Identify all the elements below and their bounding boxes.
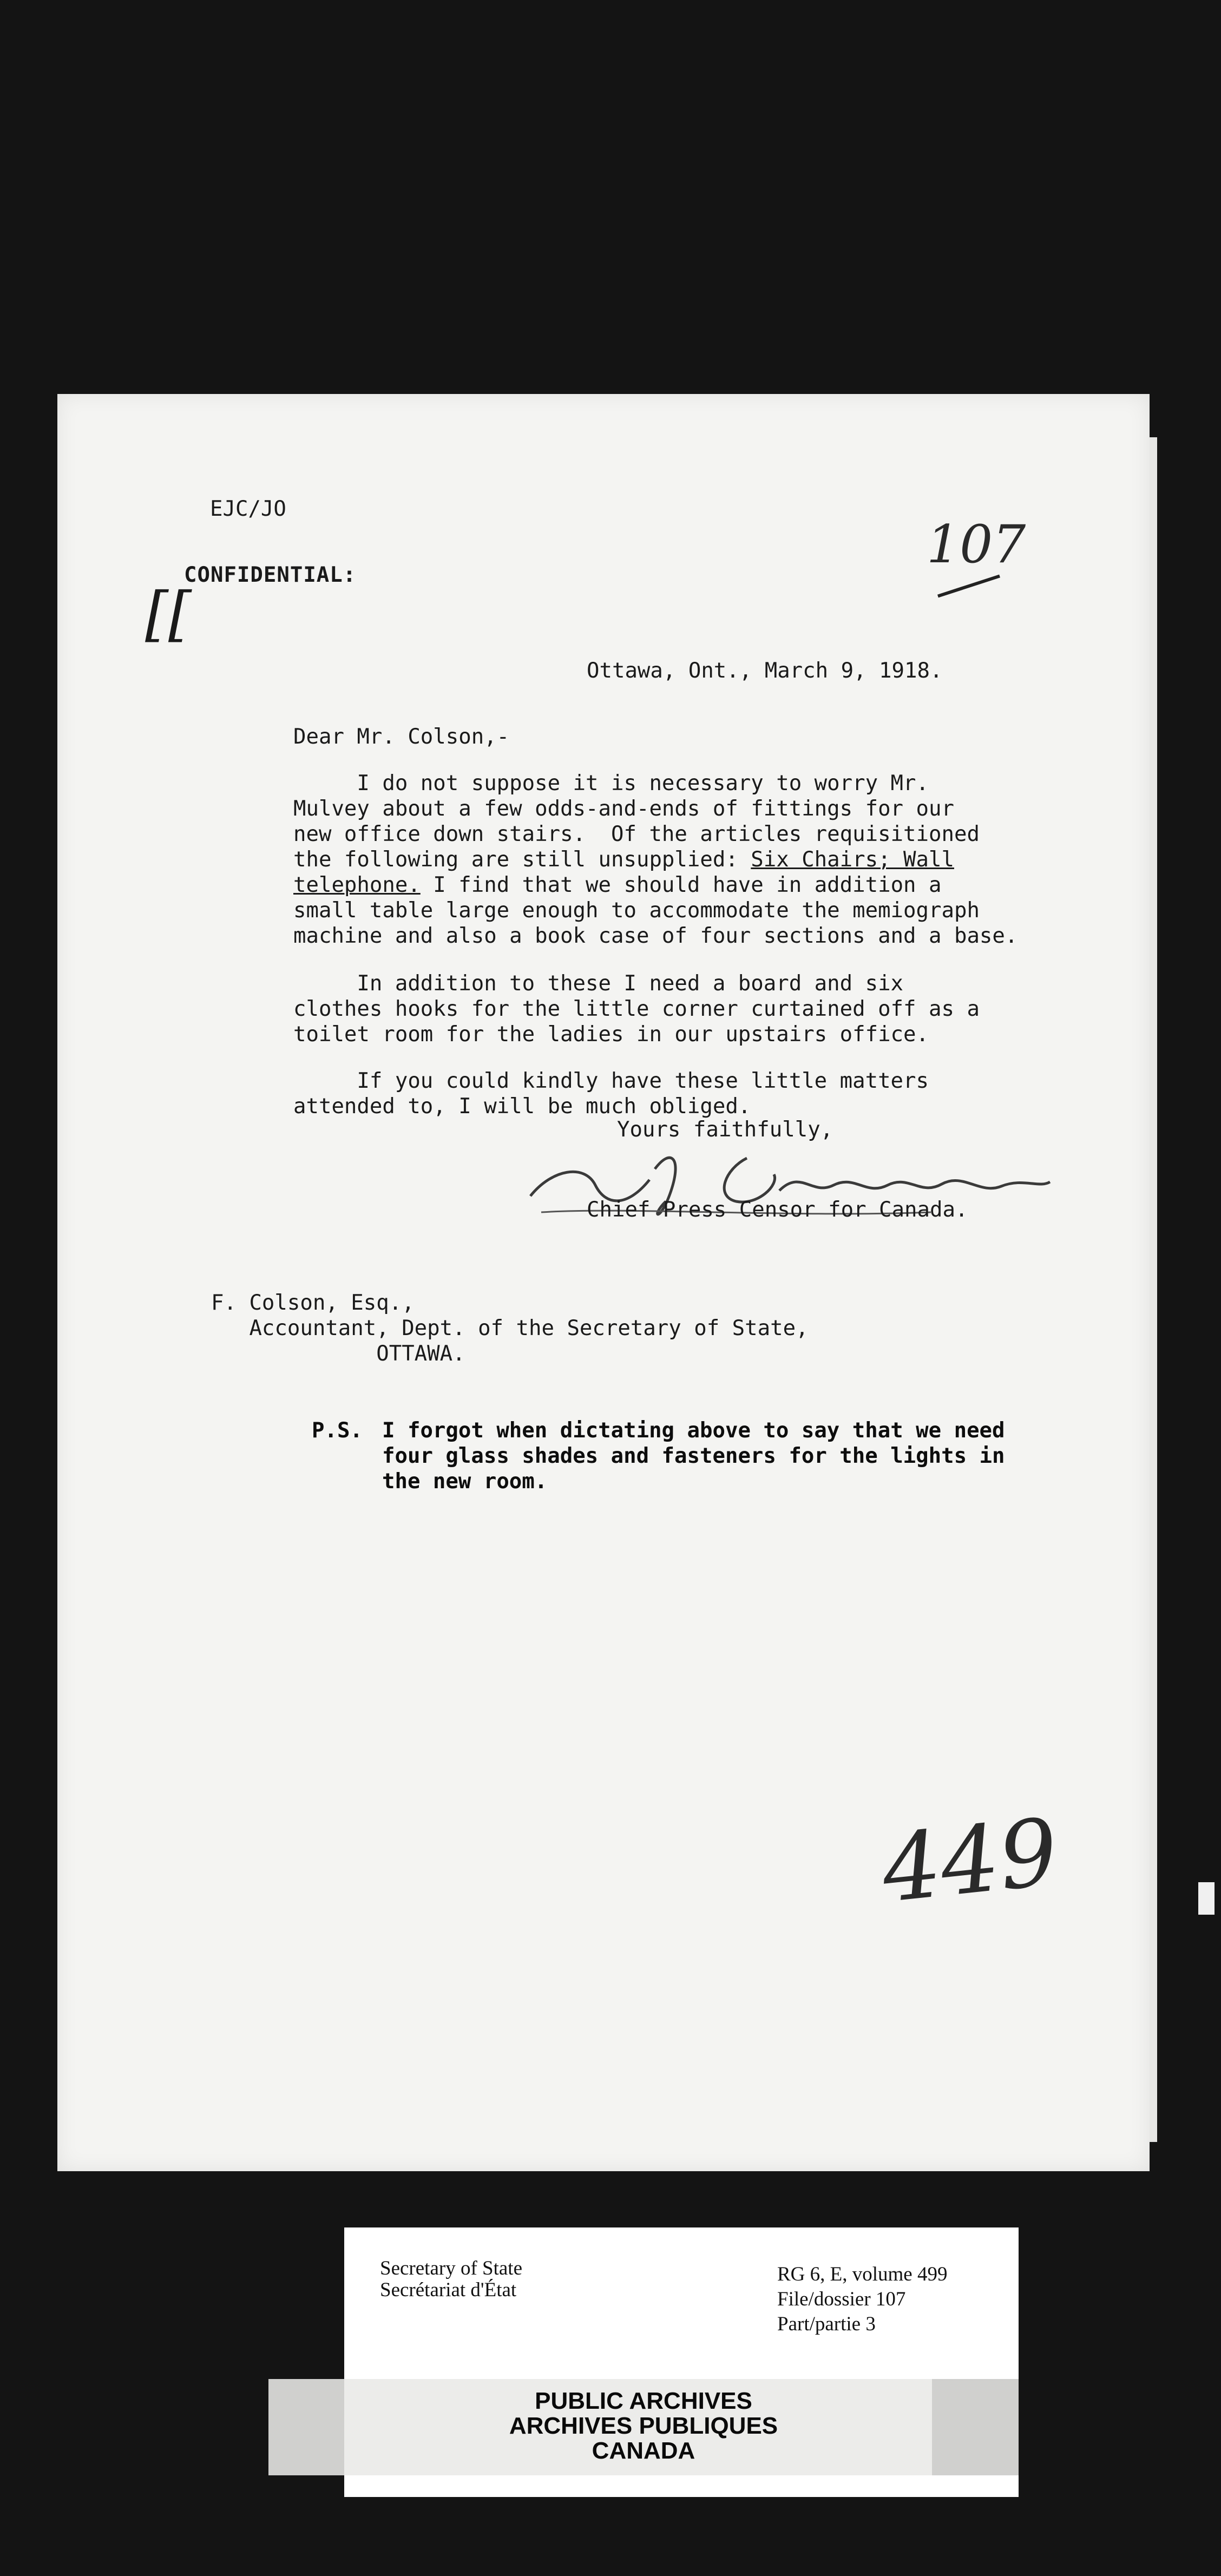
file-reference	[777, 2262, 947, 2337]
page-edge	[1150, 437, 1157, 2142]
archive-line-english: PUBLIC ARCHIVES	[535, 2388, 752, 2414]
file-number: File/dossier 107	[777, 2288, 906, 2310]
record-group: RG 6, E, volume 499	[777, 2263, 948, 2285]
salutation: Dear Mr. Colson,-	[293, 725, 510, 749]
paragraph-line: machine and also a book case of four sections and a base.	[293, 924, 1018, 948]
part-number: Part/partie 3	[777, 2313, 876, 2335]
handwritten-bracket-mark: [[	[145, 579, 192, 648]
underlined-items: Six Chairs; Wall	[751, 847, 954, 872]
paragraph-line-text: the following are still unsupplied:	[293, 847, 751, 872]
reference-code: EJC/JO	[210, 497, 286, 521]
card-bottom-margin	[344, 2475, 1019, 2497]
paragraph-line: I do not suppose it is necessary to worry Mr.	[293, 771, 929, 796]
paragraph-line: If you could kindly have these little matters	[293, 1069, 929, 1093]
underlined-items: telephone.	[293, 873, 421, 897]
closing: Yours faithfully,	[617, 1118, 833, 1142]
paragraph-line: new office down stairs. Of the articles requisitioned	[293, 822, 980, 846]
paragraph-line: small table large enough to accommodate the memiograph	[293, 898, 980, 923]
addressee-line: Accountant, Dept. of the Secretary of State,	[211, 1316, 809, 1340]
archive-line-french: ARCHIVES PUBLIQUES	[509, 2413, 778, 2439]
archive-line-country: CANADA	[592, 2437, 695, 2464]
handwritten-folio-number: 107	[927, 514, 1026, 575]
public-archives-stamp	[268, 2379, 1019, 2475]
signer-title: Chief Press Censor for Canada.	[587, 1198, 968, 1222]
paragraph-line	[293, 847, 954, 872]
paragraph-line-text: I find that we should have in addition a	[420, 873, 942, 897]
adjacent-page-stub	[1198, 1882, 1215, 1915]
ps-line: I forgot when dictating above to say that we need	[382, 1418, 1005, 1443]
ps-line: the new room.	[382, 1469, 548, 1494]
ps-label: P.S.	[312, 1418, 363, 1443]
addressee-line: OTTAWA.	[211, 1342, 465, 1366]
archive-stamp-text	[268, 2389, 1019, 2463]
department-english: Secretary of State	[380, 2257, 522, 2279]
place-date: Ottawa, Ont., March 9, 1918.	[587, 659, 943, 683]
paragraph-line: attended to, I will be much obliged.	[293, 1094, 751, 1119]
handwritten-page-number: 449	[877, 1798, 1063, 1924]
department-names	[380, 2258, 522, 2301]
paragraph-line: Mulvey about a few odds-and-ends of fittings for our	[293, 797, 954, 821]
confidential-label: CONFIDENTIAL:	[184, 563, 357, 587]
paragraph-line: clothes hooks for the little corner curtained off as a	[293, 997, 980, 1021]
paragraph-line	[293, 872, 942, 898]
ps-line: four glass shades and fasteners for the lights in	[382, 1444, 1005, 1468]
paragraph-line: toilet room for the ladies in our upstairs office.	[293, 1022, 929, 1047]
addressee-line: F. Colson, Esq.,	[211, 1291, 415, 1315]
department-french: Secrétariat d'État	[380, 2279, 517, 2301]
paragraph-line: In addition to these I need a board and six	[293, 971, 904, 996]
